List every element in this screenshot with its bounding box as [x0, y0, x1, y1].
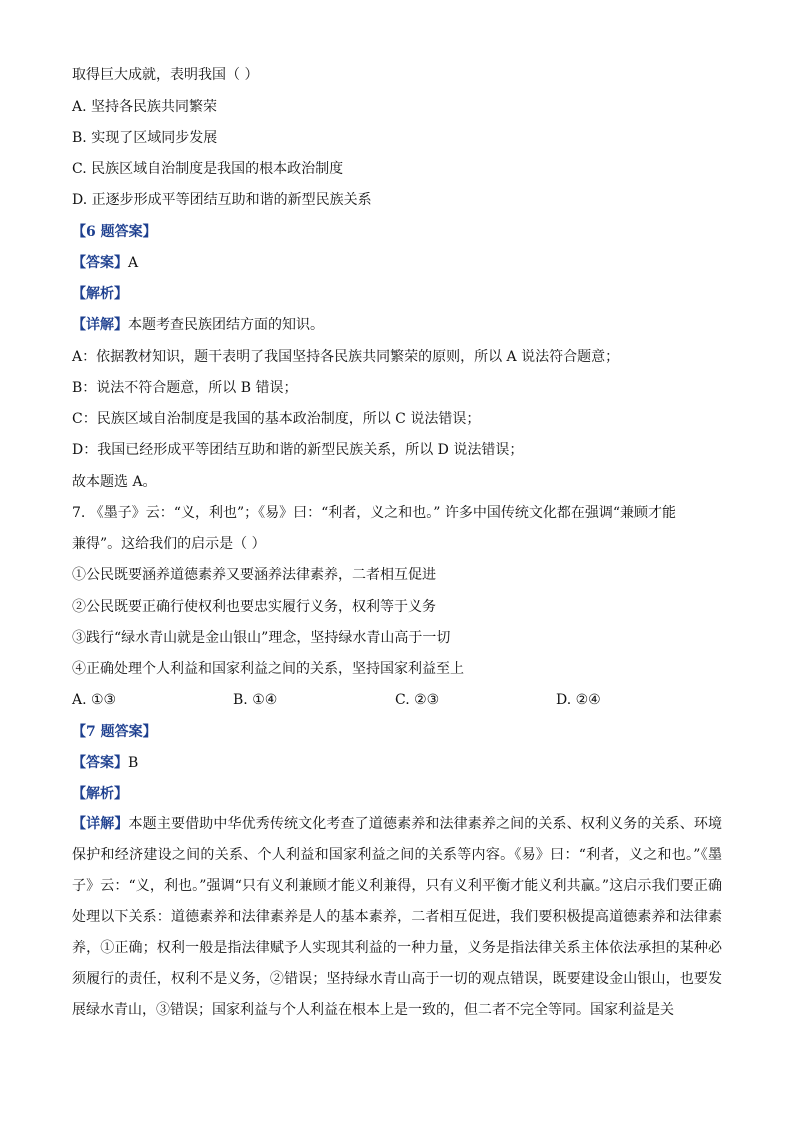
q7-answer-header: 【7 题答案】 [72, 724, 157, 740]
answer-tag: 【答案】 [72, 755, 128, 771]
q6-detail [72, 315, 324, 335]
q7-statement-3: ③践行“绿水青山就是金山银山”理念，坚持绿水青山高于一切 [72, 630, 451, 646]
q7-analysis-header: 【解析】 [72, 786, 128, 802]
detail-tag: 【详解】 [72, 317, 128, 333]
q6-answer [72, 253, 138, 273]
q7-detail-text: 本题主要借助中华优秀传统文化考查了道德素养和法律素养之间的关系、权利义务的关系、环境保护和经济建设之间的关系、个人利益和国家利益之间的关系等内容。《易》曰：“利者，义之和也。”《墨子》云：“义，利也。”强调“只有义利兼顾才能义利兼得，只有义利平衡才能义利共赢。”这启示我们要正确处理以下关系：道德素养和法律素养是人的基本素养，二者相互促进，我们要积极提高道德素养和法律素养，①正确；权利一般是指法律赋予人实现其利益的一种力量，义务是指法律关系主体依法承担的某种必须履行的责任，权利不是义务，②错误；坚持绿水青山高于一切的观点错误，既要建设金山银山，也要发展绿水青山，③错误；国家利益与个人利益在根本上是一致的，但二者不完全等同。国家利益是关 [72, 816, 723, 1018]
q6-explain-b: B：说法不符合题意，所以 B 错误； [72, 380, 298, 396]
q6-option-d: D. 正逐步形成平等团结互助和谐的新型民族关系 [72, 192, 372, 208]
q7-statement-1: ①公民既要涵养道德素养又要涵养法律素养，二者相互促进 [72, 567, 436, 583]
q6-explain-d: D：我国已经形成平等团结互助和谐的新型民族关系，所以 D 说法错误； [72, 442, 524, 458]
q6-answer-value: A [128, 255, 139, 271]
q6-answer-header: 【6 题答案】 [72, 224, 157, 240]
q6-explain-a: A：依据教材知识，题干表明了我国坚持各民族共同繁荣的原则，所以 A 说法符合题意； [72, 349, 620, 365]
q7-option-c: C. ②③ [395, 692, 440, 708]
q6-detail-text: 本题考查民族团结方面的知识。 [128, 317, 324, 333]
q6-option-c: C. 民族区域自治制度是我国的根本政治制度 [72, 161, 344, 177]
q6-stem-end: 取得巨大成就，表明我国（ ） [72, 67, 259, 83]
q7-statement-4: ④正确处理个人利益和国家利益之间的关系，坚持国家利益至上 [72, 661, 464, 677]
q6-option-b: B. 实现了区域同步发展 [72, 130, 218, 146]
q6-option-a: A. 坚持各民族共同繁荣 [72, 99, 218, 115]
q7-stem-line2: 兼得”。这给我们的启示是（ ） [72, 536, 266, 552]
q7-option-b: B. ①④ [233, 692, 278, 708]
q6-conclusion: 故本题选 A。 [72, 474, 157, 490]
q7-option-a: A. ①③ [72, 692, 117, 708]
q6-explain-c: C：民族区域自治制度是我国的基本政治制度，所以 C 说法错误； [72, 411, 481, 427]
q6-analysis-header: 【解析】 [72, 286, 128, 302]
detail-tag: 【详解】 [72, 816, 129, 832]
q7-option-d: D. ②④ [556, 692, 601, 708]
answer-tag: 【答案】 [72, 255, 128, 271]
q7-stem-line1: 7. 《墨子》云：“义，利也”；《易》曰：“利者，义之和也。” 许多中国传统文化都在强调“兼顾才能 [72, 505, 677, 521]
q7-answer [72, 753, 138, 773]
q7-detail [72, 809, 722, 1026]
q7-statement-2: ②公民既要正确行使权利也要忠实履行义务，权利等于义务 [72, 599, 436, 615]
q7-answer-value: B [128, 755, 139, 771]
